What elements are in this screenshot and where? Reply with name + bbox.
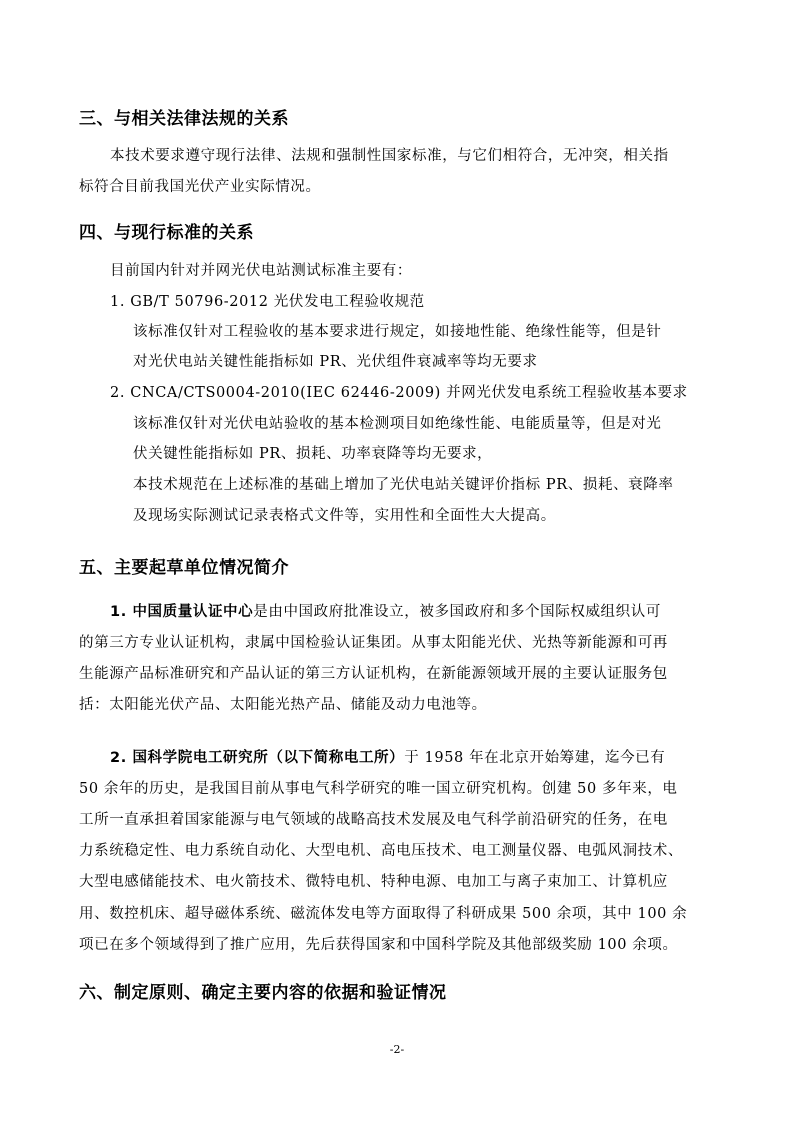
standard-2-line-1: 该标准仅针对光伏电站验收的基本检测项目如绝缘性能、电能质量等，但是对光 (133, 416, 662, 432)
org-2-line-6: 用、数控机床、超导磁体系统、磁流体发电等方面取得了科研成果 500 余项，其中 100 余 (79, 906, 688, 922)
section-3-heading: 三、与相关法律法规的关系 (79, 109, 289, 129)
org-1-line-3: 生能源产品标准研究和产品认证的第三方认证机构，在新能源领域开展的主要认证服务包 (79, 666, 668, 682)
org-2-name: 2. 国科学院电工研究所（以下简称电工所） (110, 750, 405, 766)
standard-2-title: 2. CNCA/CTS0004-2010(IEC 62446-2009) 并网光伏发电系统工程验收基本要求 (110, 385, 688, 401)
standard-2-line-4: 及现场实际测试记录表格式文件等，实用性和全面性大大提高。 (133, 508, 556, 524)
org-1-line-4: 括：太阳能光伏产品、太阳能光热产品、储能及动力电池等。 (79, 697, 487, 713)
standard-1-title: 1. GB/T 50796-2012 光伏发电工程验收规范 (110, 294, 425, 310)
org-1-first-text: 是由中国政府批准设立，被多国政府和多个国际权威组织认可 (253, 604, 661, 620)
section-4-intro: 目前国内针对并网光伏电站测试标准主要有： (110, 263, 412, 279)
org-1-line-2: 的第三方专业认证机构，隶属中国检验认证集团。从事太阳能光伏、光热等新能源和可再 (79, 635, 668, 651)
section-3-line-1: 本技术要求遵守现行法律、法规和强制性国家标准，与它们相符合，无冲突，相关指 (110, 148, 669, 164)
section-5-heading: 五、主要起草单位情况简介 (79, 558, 289, 578)
standard-1-line-2: 对光伏电站关键性能指标如 PR、光伏组件衰减率等均无要求 (133, 354, 538, 370)
org-2-line-7: 项已在多个领域得到了推广应用，先后获得国家和中国科学院及其他部级奖励 100 余项。 (79, 937, 678, 953)
section-4-heading: 四、与现行标准的关系 (79, 223, 254, 243)
standard-2-line-2: 伏关键性能指标如 PR、损耗、功率衰降等均无要求， (133, 446, 493, 462)
standard-1-line-1: 该标准仅针对工程验收的基本要求进行规定，如接地性能、绝缘性能等，但是针 (133, 324, 662, 340)
org-2-line-3: 工所一直承担着国家能源与电气领域的战略高技术发展及电气科学前沿研究的任务，在电 (79, 812, 668, 828)
org-1-first-line (110, 600, 661, 621)
section-3-line-2: 标符合目前我国光伏产业实际情况。 (79, 179, 321, 195)
page-number: -2- (389, 1043, 405, 1056)
org-2-line-5: 大型电感储能技术、电火箭技术、微特电机、特种电源、电加工与离子束加工、计算机应 (79, 874, 668, 890)
org-1-name: 1. 中国质量认证中心 (110, 604, 254, 620)
section-6-heading: 六、制定原则、确定主要内容的依据和验证情况 (79, 983, 447, 1003)
org-2-first-line (110, 746, 665, 767)
org-2-line-2: 50 余年的历史，是我国目前从事电气科学研究的唯一国立研究机构。创建 50 多年来，电 (79, 781, 678, 797)
org-2-first-text: 于 1958 年在北京开始筹建，迄今已有 (404, 750, 666, 766)
standard-2-line-3: 本技术规范在上述标准的基础上增加了光伏电站关键评价指标 PR、损耗、衰降率 (133, 477, 674, 493)
org-2-line-4: 力系统稳定性、电力系统自动化、大型电机、高电压技术、电工测量仪器、电弧风洞技术、 (79, 843, 683, 859)
